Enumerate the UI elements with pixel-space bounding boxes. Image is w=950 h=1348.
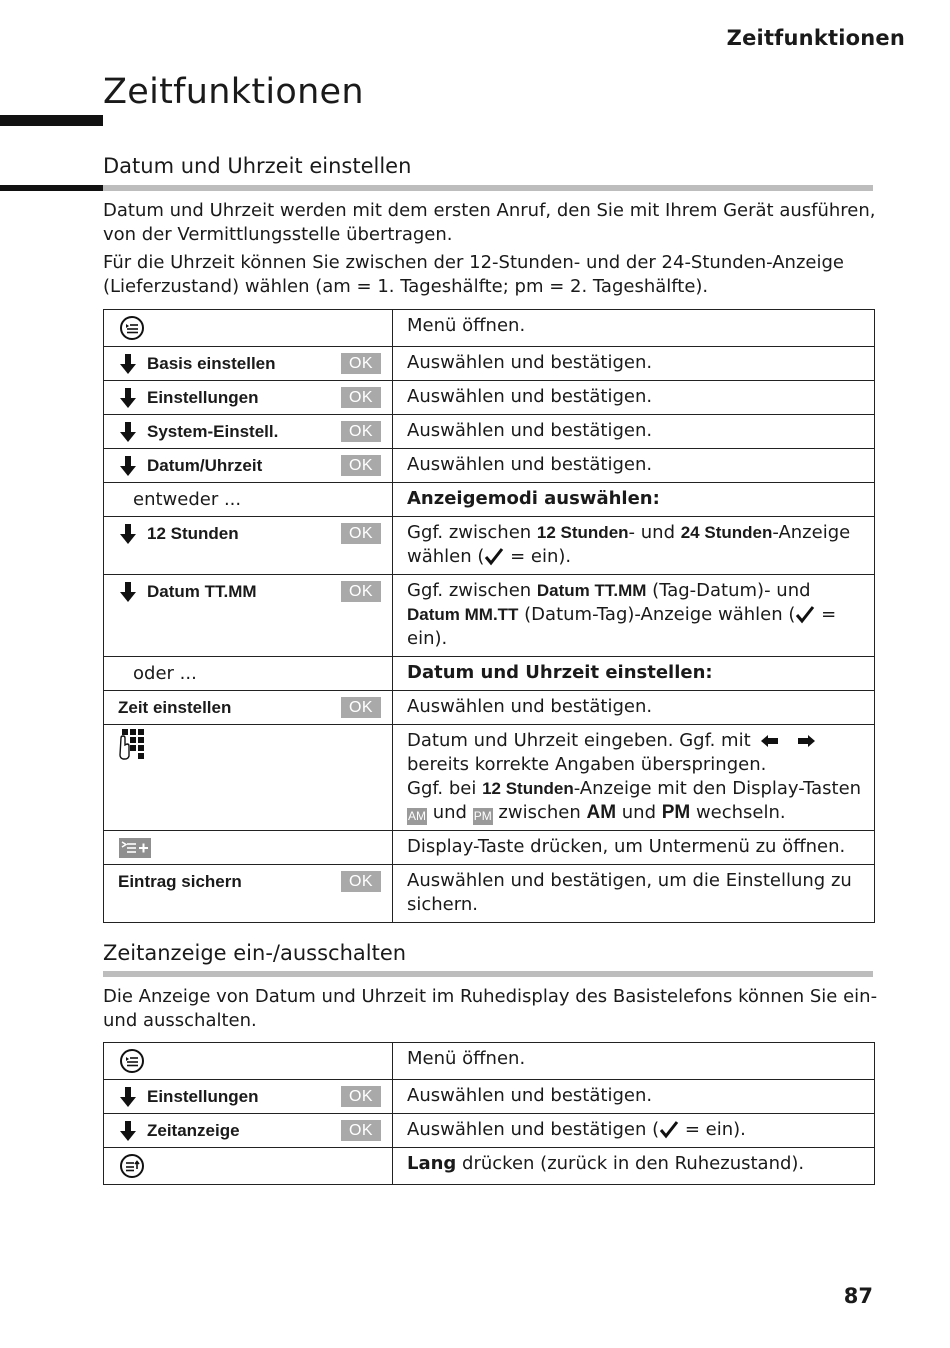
step-desc: Auswählen und bestätigen, um die Einstellung zu sichern. <box>393 865 875 923</box>
chapter-bar <box>0 115 103 126</box>
ok-key: OK <box>341 697 381 718</box>
step-desc: Lang drücken (zurück in den Ruhezustand). <box>393 1148 875 1185</box>
end-key-icon <box>104 1148 392 1184</box>
step-row <box>104 1080 875 1114</box>
step-row <box>104 691 875 725</box>
step-desc: Auswählen und bestätigen. <box>393 449 875 483</box>
step-desc: Ggf. zwischen 12 Stunden- und 24 Stunden-Anzeige wählen ( = ein). <box>393 517 875 575</box>
ok-key: OK <box>341 1120 381 1141</box>
ok-key: OK <box>341 871 381 892</box>
section-title-datum-uhrzeit: Datum und Uhrzeit einstellen <box>103 154 412 178</box>
arrow-down-icon <box>119 455 137 477</box>
ok-key: OK <box>341 581 381 602</box>
step-row <box>104 657 875 691</box>
step-row <box>104 1114 875 1148</box>
step-row <box>104 415 875 449</box>
step-desc: Ggf. zwischen Datum TT.MM (Tag-Datum)- und Datum MM.TT (Datum-Tag)-Anzeige wählen ( = ein). <box>393 575 875 657</box>
check-icon <box>659 1119 679 1139</box>
menu-key-icon <box>104 1043 392 1079</box>
arrow-down-icon <box>119 1086 137 1108</box>
page-number: 87 <box>843 1284 873 1308</box>
step-desc: Menü öffnen. <box>393 310 875 347</box>
left-right-arrows-icon <box>759 733 819 749</box>
ok-key: OK <box>341 387 381 408</box>
menu-item-datum-tt-mm: Datum TT.MM <box>147 581 257 601</box>
check-icon <box>484 546 504 566</box>
steps-table-zeitanzeige <box>103 1042 875 1185</box>
step-desc: Auswählen und bestätigen. <box>393 1080 875 1114</box>
menu-item-einstellungen: Einstellungen <box>147 387 259 407</box>
arrow-down-icon <box>119 353 137 375</box>
step-row <box>104 310 875 347</box>
step-desc: Auswählen und bestätigen. <box>393 415 875 449</box>
menu-item-datum-uhrzeit: Datum/Uhrzeit <box>147 455 263 475</box>
menu-item-einstellungen: Einstellungen <box>147 1086 259 1106</box>
menu-item-eintrag-sichern: Eintrag sichern <box>118 871 242 891</box>
step-row <box>104 381 875 415</box>
time-format-paragraph: Für die Uhrzeit können Sie zwischen der 12-Stunden- und der 24-Stunden-Anzeige (Lieferzustand) wählen (am = 1. Tageshälfte; pm = 2. Tageshälfte). <box>103 252 844 297</box>
step-row <box>104 1043 875 1080</box>
step-heading: Datum und Uhrzeit einstellen: <box>393 657 875 691</box>
step-desc: Display-Taste drücken, um Untermenü zu öffnen. <box>393 831 875 865</box>
intro-paragraph: Datum und Uhrzeit werden mit dem ersten Anruf, den Sie mit Ihrem Gerät ausführen, von der Vermittlungsstelle übertragen. <box>103 200 876 245</box>
step-row <box>104 449 875 483</box>
step-desc: Auswählen und bestätigen. <box>393 347 875 381</box>
ok-key: OK <box>341 1086 381 1107</box>
arrow-down-icon <box>119 523 137 545</box>
menu-item-basis-einstellen: Basis einstellen <box>147 353 276 373</box>
ok-key: OK <box>341 523 381 544</box>
choice-label-entweder: entweder ... <box>133 489 242 510</box>
step-row <box>104 865 875 923</box>
step-row <box>104 347 875 381</box>
options-key-icon <box>104 831 392 863</box>
step-heading: Anzeigemodi auswählen: <box>393 483 875 517</box>
ok-key: OK <box>341 353 381 374</box>
am-key: AM <box>408 809 426 823</box>
check-icon <box>795 604 815 624</box>
choice-label-oder: oder ... <box>133 663 197 684</box>
section-title-zeitanzeige: Zeitanzeige ein-/ausschalten <box>103 941 407 965</box>
arrow-down-icon <box>119 421 137 443</box>
step-row <box>104 1148 875 1185</box>
running-header: Zeitfunktionen <box>726 26 905 50</box>
step-desc: Auswählen und bestätigen. <box>393 381 875 415</box>
step-row <box>104 831 875 865</box>
ok-key: OK <box>341 455 381 476</box>
pm-key: PM <box>473 809 492 823</box>
keypad-icon <box>104 725 392 765</box>
step-row <box>104 575 875 657</box>
steps-table-datum-uhrzeit <box>103 309 875 923</box>
arrow-down-icon <box>119 1120 137 1142</box>
step-desc: Auswählen und bestätigen ( = ein). <box>393 1114 875 1148</box>
arrow-down-icon <box>119 387 137 409</box>
menu-item-zeit-einstellen: Zeit einstellen <box>118 697 232 717</box>
arrow-down-icon <box>119 581 137 603</box>
menu-item-zeitanzeige: Zeitanzeige <box>147 1120 240 1140</box>
step-desc: Datum und Uhrzeit eingeben. Ggf. mit bereits korrekte Angaben überspringen. Ggf. bei 12 Stunden-Anzeige mit den Display-Tasten AM und PM zwischen AM und PM wechseln. <box>393 725 875 831</box>
chapter-title: Zeitfunktionen <box>103 72 364 112</box>
section-rule <box>103 185 873 191</box>
step-row <box>104 517 875 575</box>
section-rule <box>103 971 873 977</box>
step-row <box>104 483 875 517</box>
menu-item-system-einstell: System-Einstell. <box>147 421 279 441</box>
step-row <box>104 725 875 831</box>
menu-item-12-stunden: 12 Stunden <box>147 523 239 543</box>
step-desc: Menü öffnen. <box>393 1043 875 1080</box>
section-marker <box>0 185 103 191</box>
step-desc: Auswählen und bestätigen. <box>393 691 875 725</box>
zeitanzeige-paragraph: Die Anzeige von Datum und Uhrzeit im Ruhedisplay des Basistelefons können Sie ein- und ausschalten. <box>103 986 878 1031</box>
ok-key: OK <box>341 421 381 442</box>
menu-key-icon <box>104 310 392 346</box>
